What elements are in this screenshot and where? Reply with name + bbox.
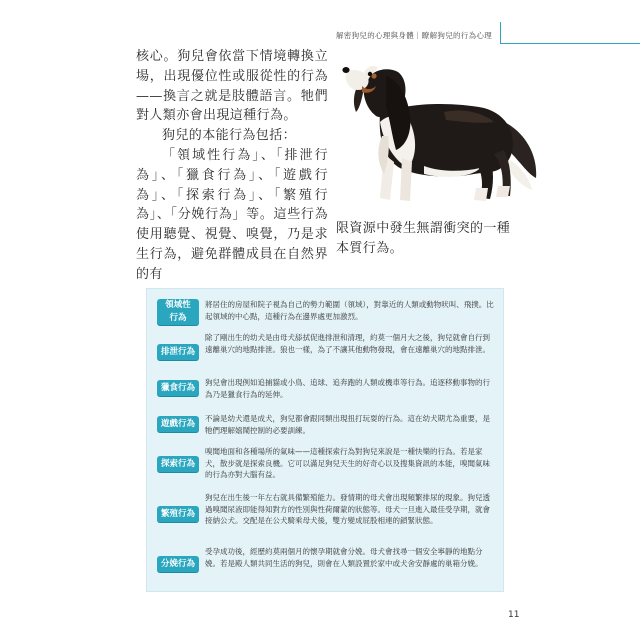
behavior-tag: 分娩行為 (157, 556, 199, 572)
behavior-tag: 繁殖行為 (157, 506, 199, 522)
behavior-tag: 獵食行為 (157, 380, 199, 396)
behavior-tag: 領域性 行為 (157, 299, 199, 325)
behavior-description: 不論是幼犬還是成犬，狗兒都會跟同類出現扭打玩耍的行為。這在幼犬期尤為重要，是牠們理解嬉鬧控制的必要訓練。 (205, 414, 490, 435)
body-paragraph-2: 狗兒的本能行為包括： (162, 128, 297, 144)
body-text-column (136, 47, 328, 285)
behavior-tag: 探索行為 (157, 456, 199, 472)
behavior-description: 嗅聞地面和各種場所的氣味——這種探索行為對狗兒來說是一種快樂的行為。若是家犬，散步就是探索良機。它可以滿足狗兒天生的好奇心以及搜集資訊的本能，嗅聞氣味的行為亦對大腦有益。 (205, 447, 490, 479)
behavior-description: 狗兒在出生後一年左右就具備繁殖能力。發情期的母犬會出現頻繁排尿的現象。狗兒透過嗅聞尿液即能得知對方的性別與性荷爾蒙的狀態等。母犬一旦進入最佳受孕期，就會接納公犬。交配是在公犬騎乘母犬後，雙方變成屁股相連的鎖緊狀態。 (205, 493, 490, 525)
header-rule-horizontal (500, 43, 640, 44)
behavior-tag: 排泄行為 (157, 344, 199, 360)
header-rule-vertical (500, 22, 501, 44)
behavior-description: 狗兒會出現例如追捕貓或小鳥、追球、追奔跑的人類或機車等行為。追逐移動事物的行為乃是獵食行為的延伸。 (205, 378, 490, 399)
running-header: 解密狗兒的心理與身體｜瞭解狗兒的行為心理 (336, 31, 492, 40)
body-continuation: 限資源中發生無謂衝突的一種本質行為。 (336, 221, 511, 256)
behavior-description: 受孕成功後，經歷約莫兩個月的懷孕期就會分娩。母犬會找尋一個安全寧靜的地點分娩。若是殿人類共同生活的狗兒，則會在人類設置於家中或犬舍安靜處的巢箱分娩。 (205, 547, 483, 568)
page-number: 11 (508, 610, 520, 620)
body-paragraph-3: 「領域性行為」、「排泄行為」、「獵食行為」、「遊戲行為」、「探索行為」、「繁殖行為」、「分娩行為」等。這些行為使用聽覺、視覺、嗅覺，乃是求生行為，避免群體成員在自然界的有 (136, 147, 328, 282)
body-paragraph-1: 核心。狗兒會依當下情境轉換立場，出現優位性或服從性的行為——換言之就是肢體語言。牠們對人類亦會出現這種行為。 (136, 49, 328, 124)
behavior-info-box (146, 288, 504, 592)
behavior-description: 除了剛出生的幼犬是由母犬舔拭促進排泄和清理，約莫一個月大之後，狗兒就會自行到遠離巢穴的地點排泄。狼也一樣，為了不讓其他動物發現，會在遠離巢穴的地點排泄。 (205, 333, 490, 354)
behavior-description: 將居住的房屋和院子視為自己的勢力範圍（領域），對靠近的人類或動物吠叫、飛撲。比起領域的中心點，這種行為在邊界處更加激烈。 (205, 300, 494, 321)
behavior-tag: 遊戲行為 (157, 416, 199, 432)
dog-illustration (324, 50, 550, 210)
